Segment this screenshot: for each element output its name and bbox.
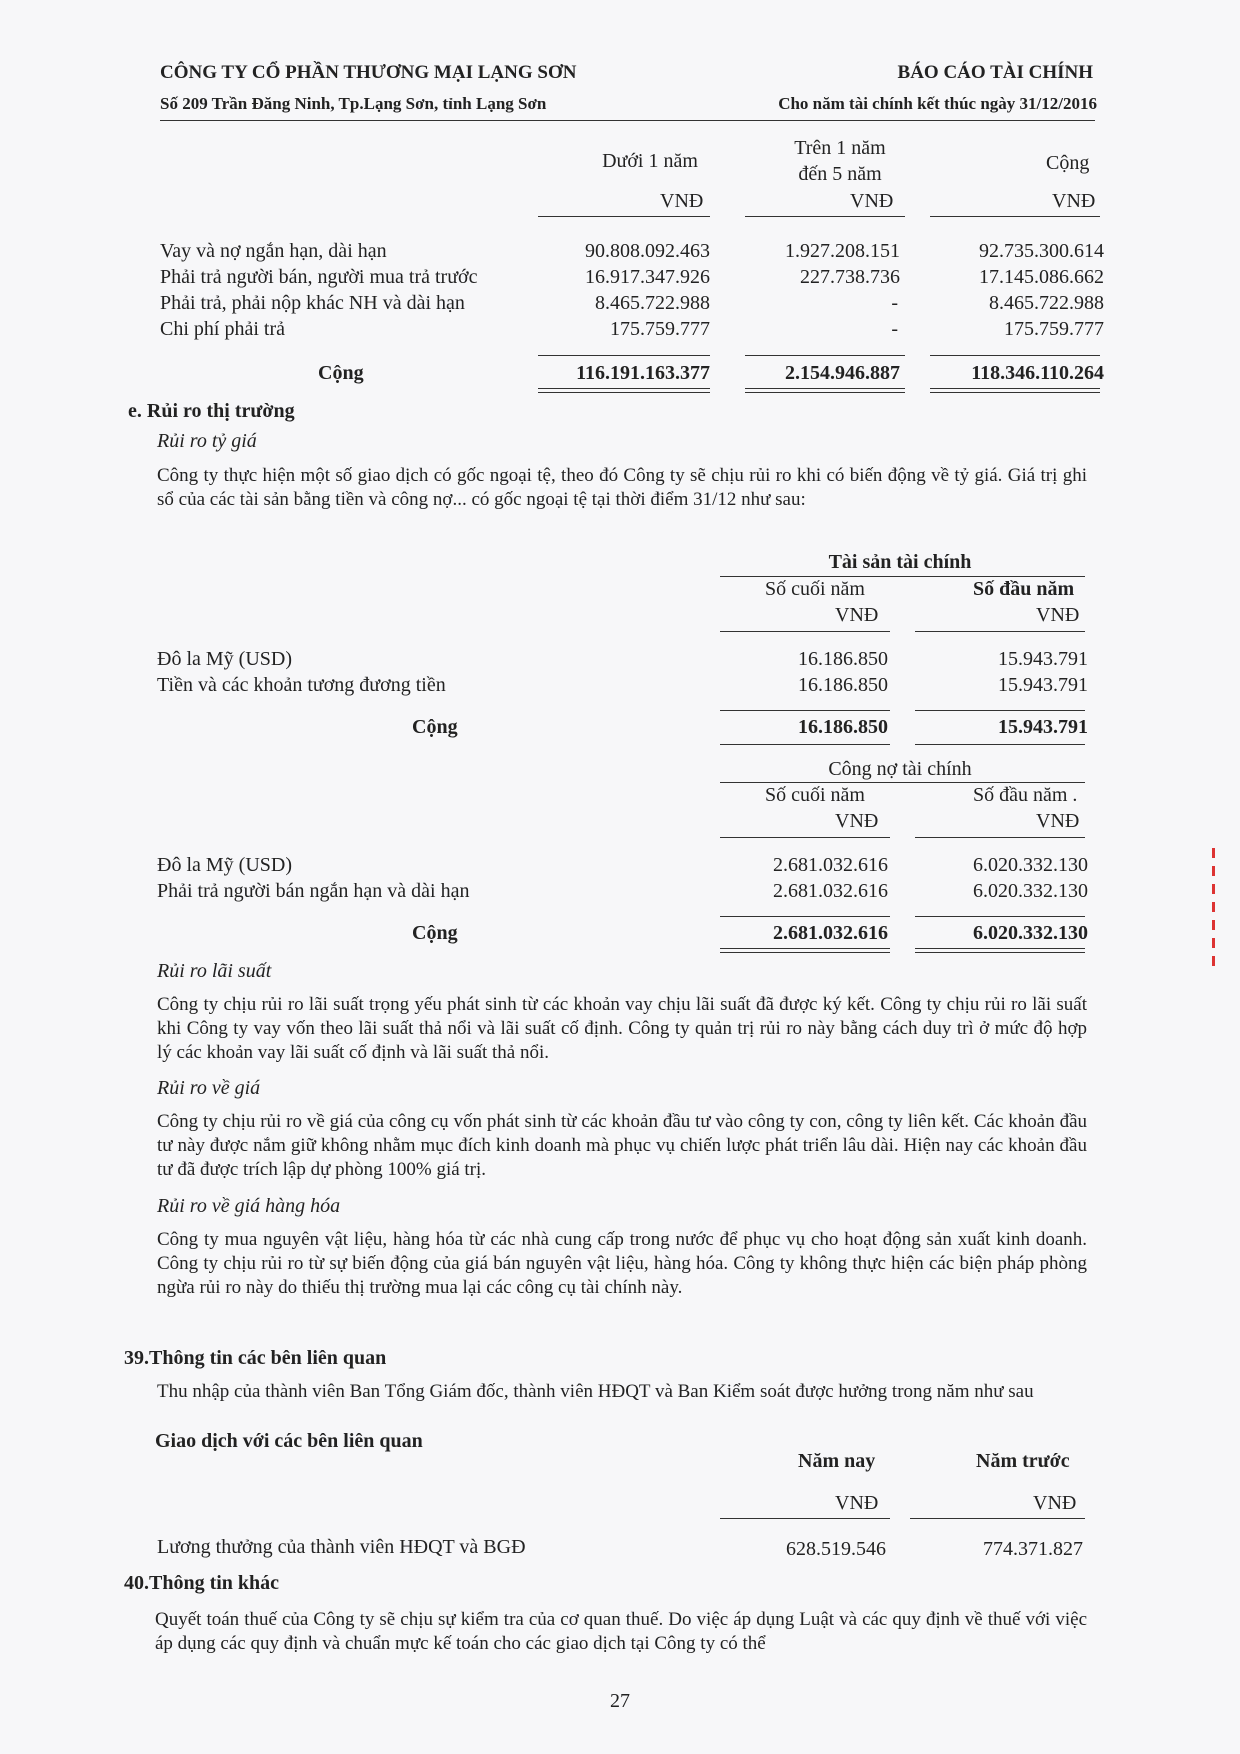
liq-total-double-rule-3 (930, 388, 1100, 393)
col-under-1-year: Dưới 1 năm (602, 150, 698, 172)
liab-group-title: Công nợ tài chính (828, 758, 972, 780)
liab-row-label: Phải trả người bán ngắn hạn và dài hạn (157, 880, 470, 902)
assets-row-end: 16.186.850 (798, 648, 888, 670)
company-name: CÔNG TY CỔ PHẦN THƯƠNG MẠI LẠNG SƠN (160, 62, 577, 83)
liq-row-1to5: - (891, 292, 898, 314)
assets-total-label: Cộng (412, 716, 458, 738)
assets-row-label: Tiền và các khoản tương đương tiền (157, 674, 446, 696)
assets-total-rule-1 (720, 710, 890, 711)
assets-header-rule-2 (915, 631, 1085, 632)
assets-unit-end: VNĐ (835, 604, 879, 626)
section-40-title: 40.Thông tin khác (124, 1572, 280, 1594)
liab-bottom-double-rule-2 (915, 948, 1085, 953)
unit-under-1: VNĐ (660, 190, 704, 212)
liq-row-under1: 8.465.722.988 (595, 292, 710, 314)
liq-row-under1: 16.917.347.926 (585, 266, 710, 288)
assets-col-begin: Số đầu năm (973, 578, 1075, 600)
price-risk-text: Công ty chịu rủi ro về giá của công cụ vốn phát sinh từ các khoản đầu tư vào công ty con, công ty liên kết. Các khoản đầu tư này được nắm giữ không nhằm mục đích kinh doanh mà phục vụ chiến lược phát triển lâu dài. Hiện nay các khoản đầu tư đã được trích lập dự phòng 100% giá trị. (157, 1111, 1087, 1180)
assets-row-begin: 15.943.791 (998, 674, 1088, 696)
price-risk-heading: Rủi ro về giá (157, 1077, 261, 1099)
company-address: Số 209 Trần Đăng Ninh, Tp.Lạng Sơn, tỉnh Lạng Sơn (160, 94, 547, 113)
related-row-this-year: 628.519.546 (786, 1538, 886, 1560)
liq-total-label: Cộng (318, 362, 364, 384)
liq-row-1to5: 1.927.208.151 (785, 240, 900, 262)
liq-header-rule-3 (930, 216, 1100, 217)
liq-header-rule-2 (745, 216, 905, 217)
assets-total-end: 16.186.850 (798, 716, 888, 738)
liab-row-begin: 6.020.332.130 (973, 880, 1088, 902)
liq-row-label: Vay và nợ ngắn hạn, dài hạn (160, 240, 387, 262)
liq-row-total: 17.145.086.662 (979, 266, 1104, 288)
col-1-to-5-years-line1: Trên 1 năm (794, 137, 886, 159)
fx-risk-text: Công ty thực hiện một số giao dịch có gốc ngoại tệ, theo đó Công ty sẽ chịu rủi ro khi có biến động về tỷ giá. Giá trị ghi sổ của các tài sản bằng tiền và công nợ... có gốc ngoại tệ tại thời điểm 31/12 như sau: (157, 465, 1087, 510)
liab-col-end: Số cuối năm (765, 784, 865, 806)
liq-total-rule-2 (745, 355, 905, 356)
liab-col-begin: Số đầu năm . (973, 784, 1078, 806)
assets-row-end: 16.186.850 (798, 674, 888, 696)
assets-total-begin: 15.943.791 (998, 716, 1088, 738)
liab-row-begin: 6.020.332.130 (973, 854, 1088, 876)
liq-total-rule-1 (538, 355, 710, 356)
assets-row-label: Đô la Mỹ (USD) (157, 648, 292, 670)
liq-total-total: 118.346.110.264 (971, 362, 1104, 384)
liq-row-label: Chi phí phải trả (160, 318, 285, 340)
liq-total-1to5: 2.154.946.887 (785, 362, 900, 384)
related-header-rule-1 (720, 1518, 890, 1519)
commodity-risk-text: Công ty mua nguyên vật liệu, hàng hóa từ các nhà cung cấp trong nước để phục vụ cho hoạt động sản xuất kinh doanh. Công ty chịu rủi ro từ sự biến động của giá bán nguyên vật liệu, hàng hóa. Công ty không thực hiện các biện pháp phòng ngừa rủi ro này do thiếu thị trường mua lại các công cụ tài chính này. (157, 1229, 1087, 1298)
assets-bottom-rule-2 (915, 744, 1085, 745)
col-1-to-5-years-line2: đến 5 năm (798, 163, 882, 185)
liab-total-rule-1 (720, 916, 890, 917)
assets-total-rule-2 (915, 710, 1085, 711)
liq-row-total: 175.759.777 (1004, 318, 1104, 340)
liq-row-under1: 175.759.777 (610, 318, 710, 340)
liab-header-rule-2 (915, 837, 1085, 838)
assets-group-title: Tài sản tài chính (828, 551, 972, 573)
liab-header-rule-1 (720, 837, 890, 838)
liq-total-double-rule-1 (538, 388, 710, 393)
unit-1-to-5: VNĐ (850, 190, 894, 212)
unit-this-year: VNĐ (835, 1492, 879, 1514)
liq-header-rule-1 (538, 216, 710, 217)
header-rule (160, 120, 1095, 121)
section-39-title: 39.Thông tin các bên liên quan (124, 1347, 387, 1369)
commodity-risk-heading: Rủi ro về giá hàng hóa (157, 1195, 341, 1217)
related-row-label: Lương thưởng của thành viên HĐQT và BGĐ (157, 1536, 526, 1558)
report-period: Cho năm tài chính kết thúc ngày 31/12/2016 (778, 94, 1097, 113)
liab-row-end: 2.681.032.616 (773, 880, 888, 902)
related-party-subtitle: Giao dịch với các bên liên quan (155, 1430, 423, 1452)
assets-header-rule-1 (720, 631, 890, 632)
page-number: 27 (610, 1690, 630, 1712)
liq-total-under1: 116.191.163.377 (576, 362, 710, 384)
fx-risk-heading: Rủi ro tỷ giá (157, 430, 257, 452)
liq-row-under1: 90.808.092.463 (585, 240, 710, 262)
liq-row-total: 8.465.722.988 (989, 292, 1104, 314)
liab-group-rule (720, 782, 1085, 783)
liab-bottom-double-rule-1 (720, 948, 890, 953)
section-40-text: Quyết toán thuế của Công ty sẽ chịu sự kiểm tra của cơ quan thuế. Do việc áp dụng Luật và các quy định về thuế với việc áp dụng các quy định và chuẩn mực kế toán cho các giao dịch tại Công ty có thể (155, 1609, 1087, 1654)
liq-row-label: Phải trả người bán, người mua trả trước (160, 266, 478, 288)
liab-total-rule-2 (915, 916, 1085, 917)
assets-row-begin: 15.943.791 (998, 648, 1088, 670)
liq-row-label: Phải trả, phải nộp khác NH và dài hạn (160, 292, 465, 314)
report-title: BÁO CÁO TÀI CHÍNH (897, 62, 1093, 83)
liab-total-label: Cộng (412, 922, 458, 944)
liq-total-rule-3 (930, 355, 1100, 356)
interest-risk-text: Công ty chịu rủi ro lãi suất trọng yếu phát sinh từ các khoản vay chịu lãi suất đã được ký kết. Công ty chịu rủi ro lãi suất khi Công ty vay vốn theo lãi suất thả nổi và lãi suất cố định. Công ty quản trị rủi ro này bằng cách duy trì ở mức độ hợp lý các khoản vay lãi suất cố định và lãi suất thả nổi. (157, 994, 1087, 1063)
col-this-year: Năm nay (798, 1450, 876, 1472)
assets-group-rule (720, 576, 1085, 577)
liq-row-total: 92.735.300.614 (979, 240, 1104, 262)
liab-row-label: Đô la Mỹ (USD) (157, 854, 292, 876)
liab-total-begin: 6.020.332.130 (973, 922, 1088, 944)
section-e-title: e. Rủi ro thị trường (128, 400, 295, 422)
liq-row-1to5: - (891, 318, 898, 340)
assets-bottom-rule-1 (720, 744, 890, 745)
margin-marks (1212, 840, 1220, 1040)
related-header-rule-2 (910, 1518, 1085, 1519)
interest-risk-heading: Rủi ro lãi suất (157, 960, 272, 982)
liab-unit-begin: VNĐ (1036, 810, 1080, 832)
col-total: Cộng (1046, 152, 1090, 174)
assets-col-end: Số cuối năm (765, 578, 865, 600)
liab-row-end: 2.681.032.616 (773, 854, 888, 876)
related-row-prev-year: 774.371.827 (983, 1538, 1083, 1560)
liq-row-1to5: 227.738.736 (800, 266, 900, 288)
liq-total-double-rule-2 (745, 388, 905, 393)
col-prev-year: Năm trước (976, 1450, 1070, 1472)
liab-total-end: 2.681.032.616 (773, 922, 888, 944)
unit-prev-year: VNĐ (1033, 1492, 1077, 1514)
liab-unit-end: VNĐ (835, 810, 879, 832)
unit-total: VNĐ (1052, 190, 1096, 212)
section-39-text: Thu nhập của thành viên Ban Tổng Giám đốc, thành viên HĐQT và Ban Kiểm soát được hưởng trong năm như sau (157, 1381, 1034, 1402)
assets-unit-begin: VNĐ (1036, 604, 1080, 626)
